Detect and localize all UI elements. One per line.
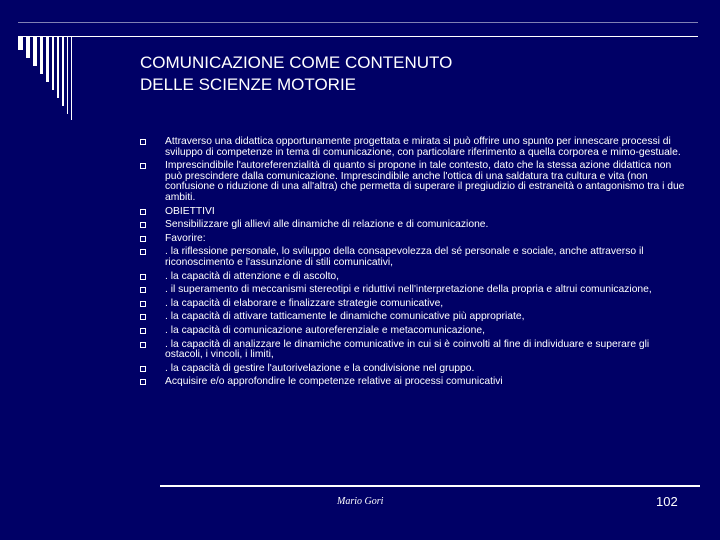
list-item-text: Acquisire e/o approfondire le competenze relative ai processi comunicativi xyxy=(165,376,503,388)
list-item xyxy=(140,285,688,296)
square-bullet-icon xyxy=(140,301,146,307)
footer-rule xyxy=(160,485,700,487)
list-item-text: OBIETTIVI xyxy=(165,205,215,217)
list-item xyxy=(140,207,688,218)
decorative-top-rule xyxy=(18,22,698,23)
square-bullet-icon xyxy=(140,366,146,372)
square-bullet-icon xyxy=(140,287,146,293)
square-bullet-icon xyxy=(140,139,146,145)
list-item xyxy=(140,247,688,268)
list-item xyxy=(140,364,688,375)
list-item xyxy=(140,312,688,323)
list-item-text: . la capacità di comunicazione autoreferenziale e metacomunicazione, xyxy=(165,324,485,336)
list-item xyxy=(140,161,688,203)
square-bullet-icon xyxy=(140,222,146,228)
list-item xyxy=(140,220,688,231)
square-bullet-icon xyxy=(140,163,146,169)
list-item-text: Sensibilizzare gli allievi alle dinamiche di relazione e di comunicazione. xyxy=(165,219,489,231)
slide-title-line-2: DELLE SCIENZE MOTORIE xyxy=(140,75,357,94)
list-item-text: . la riflessione personale, lo sviluppo della consapevolezza del sé personale e sociale, anche attraverso il riconoscimento e l'assunzione di stili comunicativi, xyxy=(165,246,644,268)
list-item-text: Attraverso una didattica opportunamente progettata e mirata si può offrire uno spunto per innescare processi di sviluppo di competenze in tema di comunicazione, con particolare riferimento a quella corporea e mimo-gestuale. xyxy=(165,136,681,158)
square-bullet-icon xyxy=(140,236,146,242)
square-bullet-icon xyxy=(140,379,146,385)
list-item-text: . la capacità di attenzione e di ascolto, xyxy=(165,270,340,282)
list-item-text: . il superamento di meccanismi stereotipi e riduttivi nell'interpretazione della propria e altrui comunicazione, xyxy=(165,284,652,296)
list-item-text: Favorire: xyxy=(165,232,206,244)
list-item-text: Imprescindibile l'autoreferenzialità di quanto si propone in tale contesto, dato che la stessa azione didattica non può prescindere dalla comunicazione. Imprescindibile anche l'ottica di una saldatura tra cultura e vita (non confusione o riduzione di una all'altra) che permetta di superare il pregiudizio di estraneità o antagonismo tra i due ambiti. xyxy=(165,160,685,203)
bullet-list xyxy=(140,137,688,391)
square-bullet-icon xyxy=(140,274,146,280)
decorative-header-bars xyxy=(18,36,75,120)
square-bullet-icon xyxy=(140,249,146,255)
list-item-text: . la capacità di attivare tatticamente le dinamiche comunicative più appropriate, xyxy=(165,311,525,323)
page-number: 102 xyxy=(656,494,678,509)
list-item xyxy=(140,377,688,388)
square-bullet-icon xyxy=(140,314,146,320)
list-item-text: . la capacità di elaborare e finalizzare strategie comunicative, xyxy=(165,297,444,309)
list-item xyxy=(140,234,688,245)
square-bullet-icon xyxy=(140,342,146,348)
list-item-text: . la capacità di analizzare le dinamiche comunicative in cui si è coinvolti al fine di individuare e superare gli ostacoli, i vincoli, i limiti, xyxy=(165,338,650,361)
slide-title xyxy=(140,52,700,96)
decorative-header-rule xyxy=(18,36,698,37)
slide-title-line-1: COMUNICAZIONE COME CONTENUTO xyxy=(140,53,453,72)
list-item xyxy=(140,272,688,283)
list-item xyxy=(140,299,688,310)
square-bullet-icon xyxy=(140,209,146,215)
list-item xyxy=(140,326,688,337)
list-item xyxy=(140,340,688,361)
list-item-text: . la capacità di gestire l'autorivelazione e la condivisione nel gruppo. xyxy=(165,362,475,374)
square-bullet-icon xyxy=(140,328,146,334)
list-item xyxy=(140,137,688,158)
footer-author: Mario Gori xyxy=(337,496,384,507)
